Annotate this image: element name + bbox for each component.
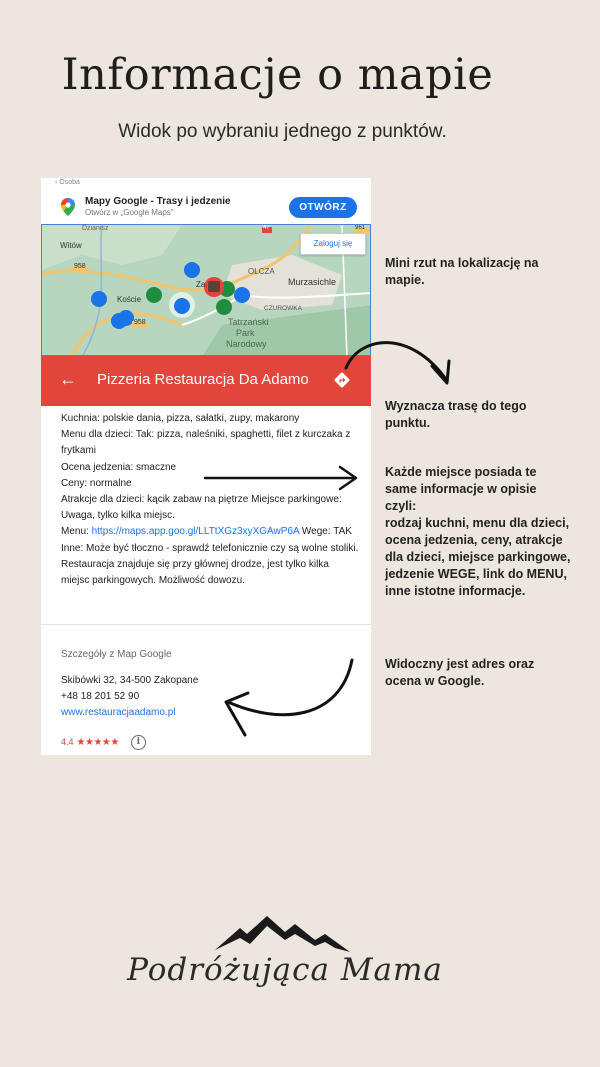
detail-menu-prefix: Menu: <box>61 526 92 538</box>
map-label-park-1: Tatrzański <box>228 317 269 327</box>
note-info-list: rodzaj kuchni, menu dla dzieci, ocena jedzenia, ceny, atrakcje dla dzieci, miejsce parkingowe, jedzenie WEGE, link do MENU, inne istotne informacje. <box>385 516 571 598</box>
app-subtitle: Otwórz w „Google Maps" <box>85 208 174 217</box>
detail-kids-menu: Menu dla dzieci: Tak: pizza, naleśniki, spaghetti, filet z kurczaka z frytkami <box>61 429 351 457</box>
map-label-murzasichle: Murzasichle <box>288 277 337 287</box>
open-app-button[interactable]: OTWÓRZ <box>289 197 357 218</box>
page-subtitle: Widok po wybraniu jednego z punktów. <box>118 121 447 142</box>
menu-link[interactable]: https://maps.app.goo.gl/LLTtXGz3xyXGAwP6A <box>91 526 300 538</box>
map-label-park-2: Park <box>236 328 255 338</box>
address: Skibówki 32, 34-500 Zakopane <box>61 675 199 686</box>
arrow-route <box>346 343 445 378</box>
road-number-958-a: 958 <box>74 263 86 270</box>
detail-prices: Ceny: normalne <box>61 477 132 489</box>
rating-value: 4.4 <box>61 737 74 747</box>
map-label-park-3: Narodowy <box>226 339 267 349</box>
road-number-958-b: 958 <box>134 319 146 326</box>
road-number-961: 961 <box>355 225 366 231</box>
info-icon[interactable]: i <box>131 735 146 750</box>
detail-vege: Wege: TAK <box>299 526 352 538</box>
top-strip: ‹ Osoba <box>55 179 80 186</box>
note-address: Widoczny jest adres oraz ocena w Google. <box>385 657 535 688</box>
note-info-intro: Każde miejsce posiada te same informacje w opisie czyli: <box>385 465 537 513</box>
star-rating-icon: ★★★★★ <box>76 736 119 748</box>
google-details-title: Szczegóły z Map Google <box>61 649 172 660</box>
website-link[interactable]: www.restauracjaadamo.pl <box>61 707 176 718</box>
map-label-za: Za <box>196 280 206 289</box>
detail-kids-attractions: Atrakcje dla dzieci: kącik zabaw na piętrze Miejsce parkingowe: Uwaga, tylko kilka miejsc. <box>61 494 342 522</box>
mountain-logo-icon <box>215 912 355 954</box>
detail-food-rating: Ocena jedzenia: smaczne <box>61 461 177 473</box>
back-arrow-icon[interactable]: ← <box>59 369 77 389</box>
phone-number[interactable]: +48 18 201 52 90 <box>61 691 140 702</box>
place-title: Pizzeria Restauracja Da Adamo <box>97 371 309 388</box>
map-label-czurowka: CZUROWKA <box>264 305 302 312</box>
map-label-koscie: Koście <box>117 295 142 304</box>
logo-text: Podróżująca Mama <box>127 952 443 988</box>
arrow-address <box>228 660 352 715</box>
note-route: Wyznacza trasę do tego punktu. <box>385 399 527 430</box>
app-name: Mapy Google - Trasy i jedzenie <box>85 196 231 207</box>
map-label-dzianisz: Dzianisz <box>82 225 109 232</box>
map-label-witow: Witów <box>60 241 82 250</box>
page-title: Informacje o mapie <box>61 50 494 100</box>
detail-kitchen: Kuchnia: polskie dania, pizza, sałatki, zupy, makarony <box>61 413 300 424</box>
road-number-47: 47 <box>263 225 270 231</box>
map-label-olcza: OLCZA <box>248 267 275 276</box>
note-minimap: Mini rzut na lokalizację na mapie. <box>385 256 539 287</box>
detail-other: Inne: Może być tłoczno - sprawdź telefonicznie czy są wolne stoliki. Restauracja znajduje się przy głównej drodze, jest tylko kilka miejsc parkingowych. Możliwość dowozu. <box>61 542 359 587</box>
login-button[interactable]: Zaloguj się <box>300 233 366 255</box>
